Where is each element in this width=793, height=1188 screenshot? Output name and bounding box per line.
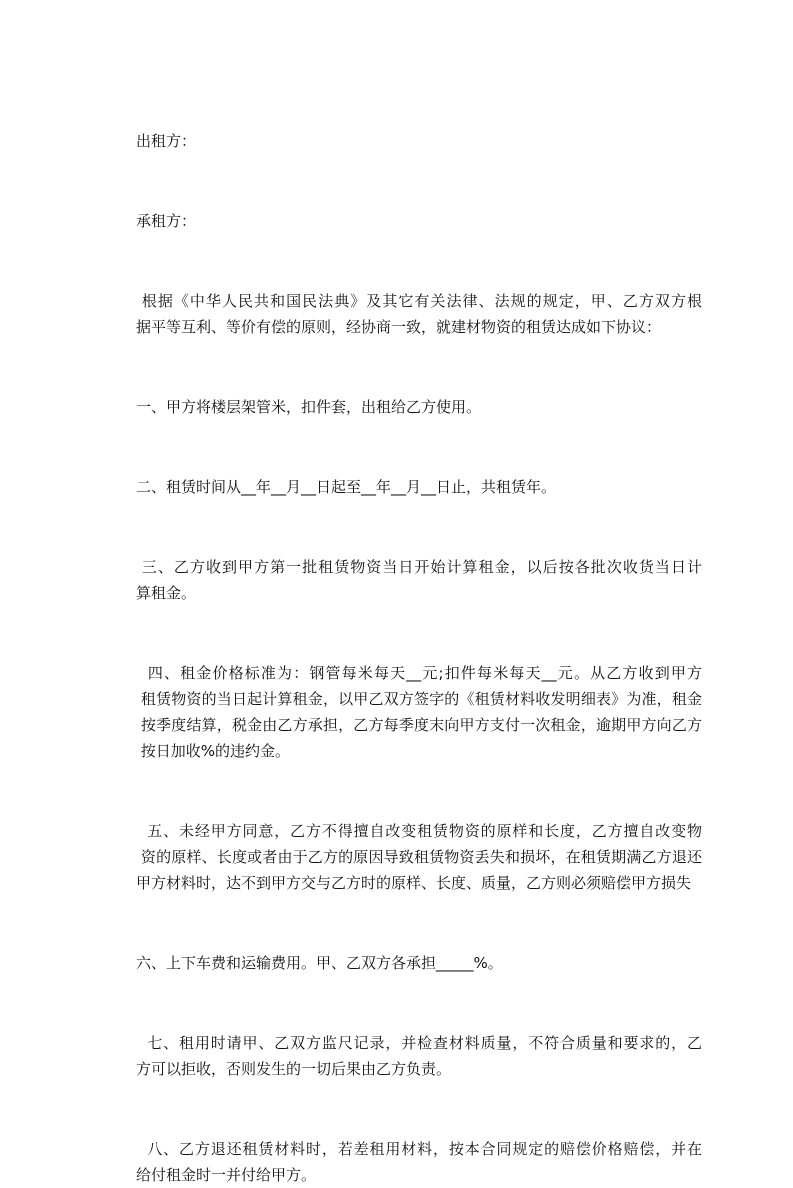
clause-line: 五、未经甲方同意，乙方不得擅自改变租赁物资的原样和长度，乙方擅自改变物 xyxy=(136,822,702,840)
clause-line: 八、乙方退还租赁材料时，若差租用材料，按本合同规定的赔偿价格赔偿，并在 xyxy=(136,1140,702,1158)
clause-line: 一、甲方将楼层架管米，扣件套，出租给乙方使用。 xyxy=(136,398,482,416)
clause-8 xyxy=(136,1136,702,1188)
clause-line: 七、租用时请甲、乙双方监尺记录，并检查材料质量，不符合质量和要求的，乙 xyxy=(136,1034,702,1052)
clause-line: 甲方材料时，达不到甲方交与乙方时的原样、长度、质量，乙方则必须赔偿甲方损失 xyxy=(136,874,692,892)
clause-7 xyxy=(136,1030,702,1082)
clause-6 xyxy=(136,950,702,976)
lessee-label: 承租方： xyxy=(136,212,197,230)
clause-line: 方可以拒收，否则发生的一切后果由乙方负责。 xyxy=(136,1060,452,1078)
clause-2 xyxy=(136,474,702,500)
clause-line: 四、租金价格标准为：钢管每米每天__元;扣件每米每天__元。从乙方收到甲方 xyxy=(136,664,702,682)
clause-line: 租赁物资的当日起计算租金，以甲乙双方签字的《租赁材料收发明细表》为准，租金 xyxy=(136,690,702,708)
clause-1 xyxy=(136,394,702,420)
preamble xyxy=(136,288,702,340)
clause-line: 三、乙方收到甲方第一批租赁物资当日开始计算租金，以后按各批次收货当日计 xyxy=(136,558,702,576)
clause-line: 资的原样、长度或者由于乙方的原因导致租赁物资丢失和损坏，在租赁期满乙方退还 xyxy=(136,848,702,866)
clause-line: 按季度结算，税金由乙方承担，乙方每季度末向甲方支付一次租金，逾期甲方向乙方 xyxy=(136,716,702,734)
preamble-line: 据平等互利、等价有偿的原则，经协商一致，就建材物资的租赁达成如下协议： xyxy=(136,318,662,336)
clause-4 xyxy=(136,660,702,764)
clause-5 xyxy=(136,818,702,896)
clause-line: 按日加收%的违约金。 xyxy=(136,742,291,760)
lessor-label: 出租方： xyxy=(136,132,197,150)
clause-line: 算租金。 xyxy=(136,584,197,602)
clause-line: 六、上下车费和运输费用。甲、乙双方各承担_____%。 xyxy=(136,954,503,972)
preamble-line: 根据《中华人民共和国民法典》及其它有关法律、法规的规定，甲、乙方双方根 xyxy=(136,292,702,310)
clause-3 xyxy=(136,554,702,606)
clause-line: 给付租金时一并付给甲方。 xyxy=(136,1166,317,1184)
contract-body xyxy=(136,128,702,1188)
clause-line: 二、租赁时间从__年__月__日起至__年__月__日止，共租赁年。 xyxy=(136,478,557,496)
